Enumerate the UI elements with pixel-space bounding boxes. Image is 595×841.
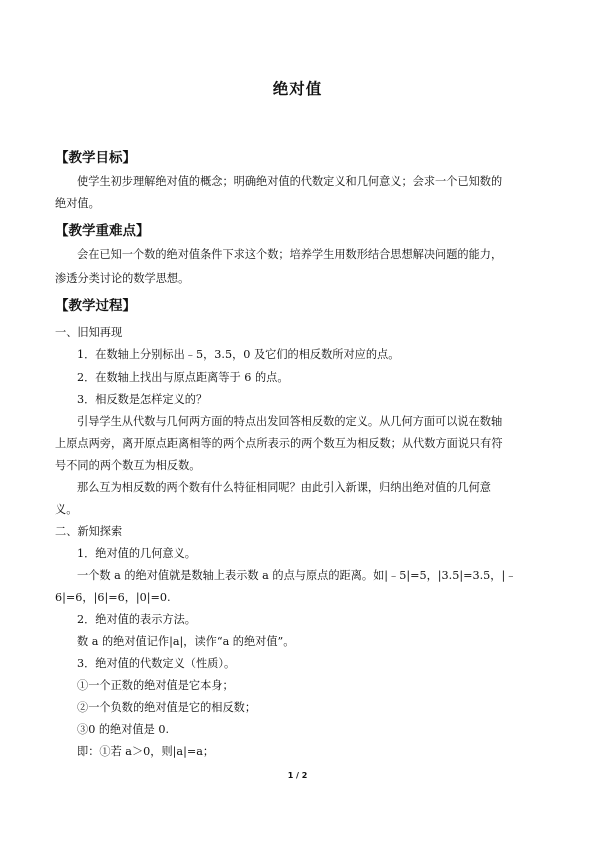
text-line: 即：①若 a＞0，则|a|=a；: [77, 745, 215, 758]
text-line: 3．相反数是怎样定义的？: [77, 393, 208, 406]
text-line: ②一个负数的绝对值是它的相反数；: [77, 701, 257, 714]
text-line: 2．绝对值的表示方法。: [77, 613, 196, 626]
text-line: 号不同的两个数互为相反数。: [55, 459, 201, 472]
text-line: 引导学生从代数与几何两方面的特点出发回答相反数的定义。从几何方面可以说在数轴: [77, 415, 503, 428]
text-line: 一、旧知再现: [55, 326, 123, 339]
text-line: 渗透分类讨论的数学思想。: [55, 272, 190, 285]
text-line: 二、新知探索: [55, 525, 123, 538]
text-line: 一个数 a 的绝对值就是数轴上表示数 a 的点与原点的距离。如|﹣5|=5，|3.5|=3.5，|﹣: [77, 569, 517, 582]
text-line: 绝对值。: [55, 197, 100, 210]
text-line: 1．绝对值的几何意义。: [77, 547, 196, 560]
heading-objectives: 【教学目标】: [55, 150, 136, 166]
text-line: ③0 的绝对值是 0.: [77, 723, 170, 736]
page-title: 绝对值: [272, 80, 323, 98]
text-line: 1．在数轴上分别标出﹣5，3.5，0 及它们的相反数所对应的点。: [77, 348, 400, 361]
text-line: 上原点两旁，离开原点距离相等的两个点所表示的两个数互为相反数；从代数方面说只有符: [55, 437, 503, 450]
text-line: 3．绝对值的代数定义（性质）。: [77, 657, 236, 670]
text-line: 2．在数轴上找出与原点距离等于 6 的点。: [77, 371, 289, 384]
text-line: 数 a 的绝对值记作|a|，读作“a 的绝对值”。: [77, 635, 295, 648]
heading-process: 【教学过程】: [55, 298, 136, 314]
text-line: 会在已知一个数的绝对值条件下求这个数；培养学生用数形结合思想解决问题的能力，: [77, 248, 503, 261]
text-line: 使学生初步理解绝对值的概念；明确绝对值的代数定义和几何意义；会求一个已知数的: [77, 175, 503, 188]
text-line: 那么互为相反数的两个数有什么特征相同呢？由此引入新课，归纳出绝对值的几何意: [77, 481, 491, 494]
heading-key-points: 【教学重难点】: [55, 223, 150, 239]
text-line: 义。: [55, 503, 78, 516]
text-line: 6|=6，|6|=6，|0|=0.: [55, 591, 171, 604]
text-line: ①一个正数的绝对值是它本身；: [77, 679, 234, 692]
page-number: 1 / 2: [287, 771, 308, 780]
